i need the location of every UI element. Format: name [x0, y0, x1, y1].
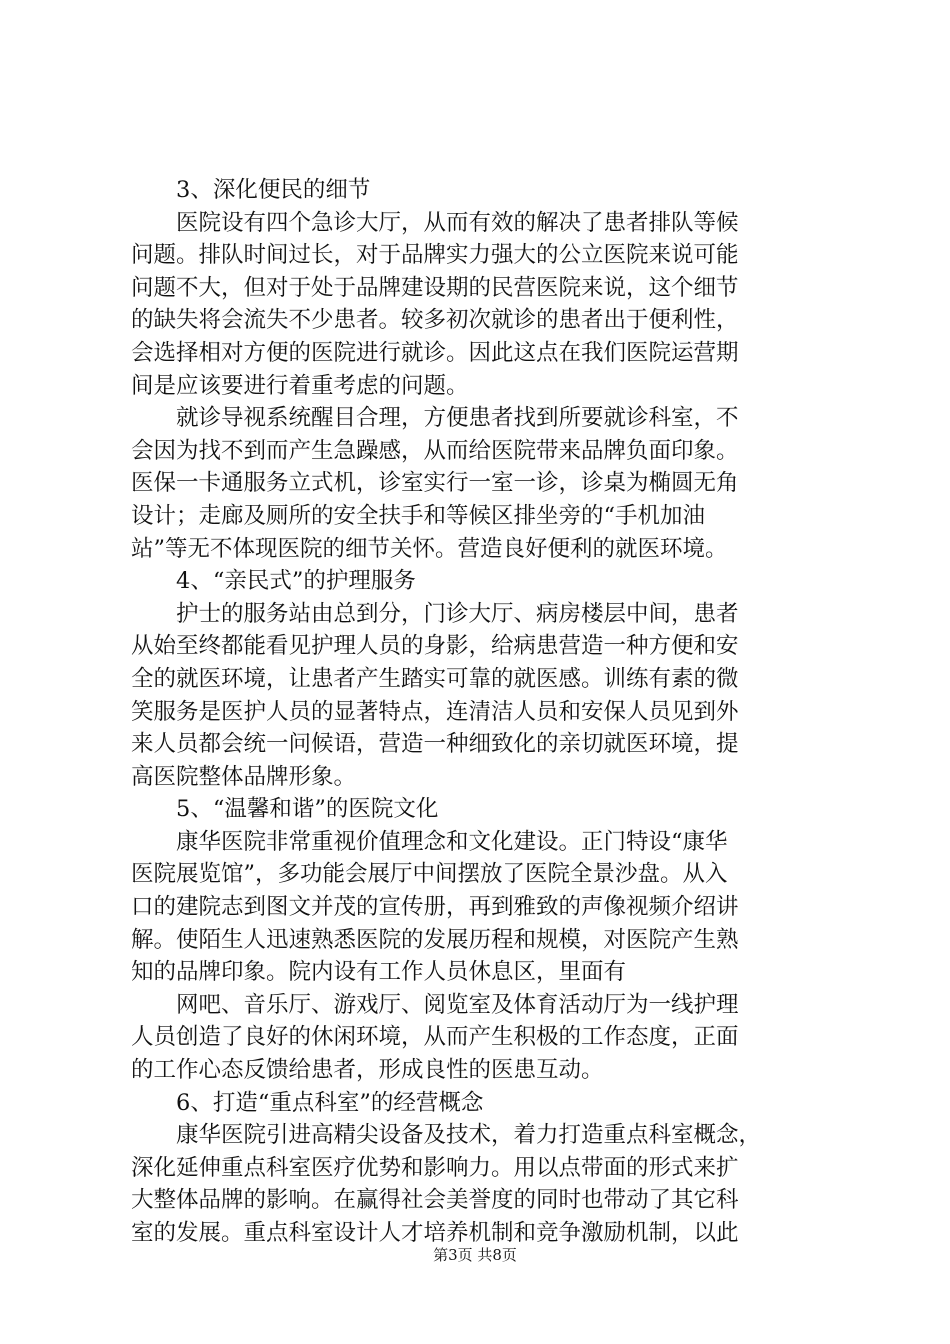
paragraph-line: 康华医院非常重视价值理念和文化建设。正门特设“康华 — [176, 828, 728, 855]
paragraph-line: 护士的服务站由总到分，门诊大厅、病房楼层中间，患者 — [176, 600, 739, 627]
section-heading-5: 5、“温馨和谐”的医院文化 — [176, 796, 439, 823]
page-number-footer: 第3页 共8页 — [433, 1246, 517, 1264]
paragraph-line: 站”等无不体现医院的细节关怀。营造良好便利的就医环境。 — [131, 535, 728, 562]
paragraph-line: 网吧、音乐厅、游戏厅、阅览室及体育活动厅为一线护理 — [176, 991, 739, 1018]
paragraph-line: 会因为找不到而产生急躁感，从而给医院带来品牌负面印象。 — [131, 437, 739, 464]
document-body — [131, 174, 831, 1250]
section-heading-3: 3、深化便民的细节 — [176, 177, 371, 203]
paragraph-line: 康华医院引进高精尖设备及技术，着力打造重点科室概念， — [176, 1122, 762, 1149]
paragraph-line: 深化延伸重点科室医疗优势和影响力。用以点带面的形式来扩 — [131, 1154, 739, 1181]
paragraph-line: 口的建院志到图文并茂的宣传册，再到雅致的声像视频介绍讲 — [131, 894, 739, 921]
paragraph-line: 医院展览馆”，多功能会展厅中间摆放了医院全景沙盘。从入 — [131, 861, 728, 888]
paragraph-line: 人员创造了良好的休闲环境，从而产生积极的工作态度，正面 — [131, 1024, 739, 1051]
paragraph-line: 间是应该要进行着重考虑的问题。 — [131, 372, 469, 399]
paragraph-line: 高医院整体品牌形象。 — [131, 763, 357, 790]
paragraph-line: 大整体品牌的影响。在赢得社会美誉度的同时也带动了其它科 — [131, 1187, 739, 1214]
paragraph-line: 会选择相对方便的医院进行就诊。因此这点在我们医院运营期 — [131, 339, 739, 366]
paragraph-line: 医保一卡通服务立式机，诊室实行一室一诊，诊桌为椭圆无角 — [131, 470, 739, 497]
paragraph-line: 笑服务是医护人员的显著特点，连清洁人员和安保人员见到外 — [131, 698, 739, 725]
paragraph-line: 知的品牌印象。院内设有工作人员休息区，里面有 — [131, 959, 627, 986]
paragraph-line: 医院设有四个急诊大厅，从而有效的解决了患者排队等候 — [176, 209, 739, 236]
paragraph-line: 设计；走廊及厕所的安全扶手和等候区排坐旁的“手机加油 — [131, 502, 706, 529]
paragraph-line: 来人员都会统一问候语，营造一种细致化的亲切就医环境，提 — [131, 731, 739, 758]
paragraph-line: 就诊导视系统醒目合理，方便患者找到所要就诊科室，不 — [176, 405, 739, 432]
paragraph-line: 解。使陌生人迅速熟悉医院的发展历程和规模，对医院产生熟 — [131, 926, 739, 953]
paragraph-line: 全的就医环境，让患者产生踏实可靠的就医感。训练有素的微 — [131, 665, 739, 692]
paragraph-line: 问题。排队时间过长，对于品牌实力强大的公立医院来说可能 — [131, 242, 739, 269]
paragraph-line: 的缺失将会流失不少患者。较多初次就诊的患者出于便利性， — [131, 307, 739, 334]
paragraph-line: 室的发展。重点科室设计人才培养机制和竞争激励机制，以此 — [131, 1220, 739, 1246]
paragraph-line: 问题不大，但对于处于品牌建设期的民营医院来说，这个细节 — [131, 274, 739, 301]
paragraph-line: 的工作心态反馈给患者，形成良性的医患互动。 — [131, 1057, 604, 1084]
section-heading-4: 4、“亲民式”的护理服务 — [176, 568, 416, 595]
section-heading-6: 6、打造“重点科室”的经营概念 — [176, 1089, 484, 1116]
paragraph-line: 从始至终都能看见护理人员的身影，给病患营造一种方便和安 — [131, 633, 739, 660]
